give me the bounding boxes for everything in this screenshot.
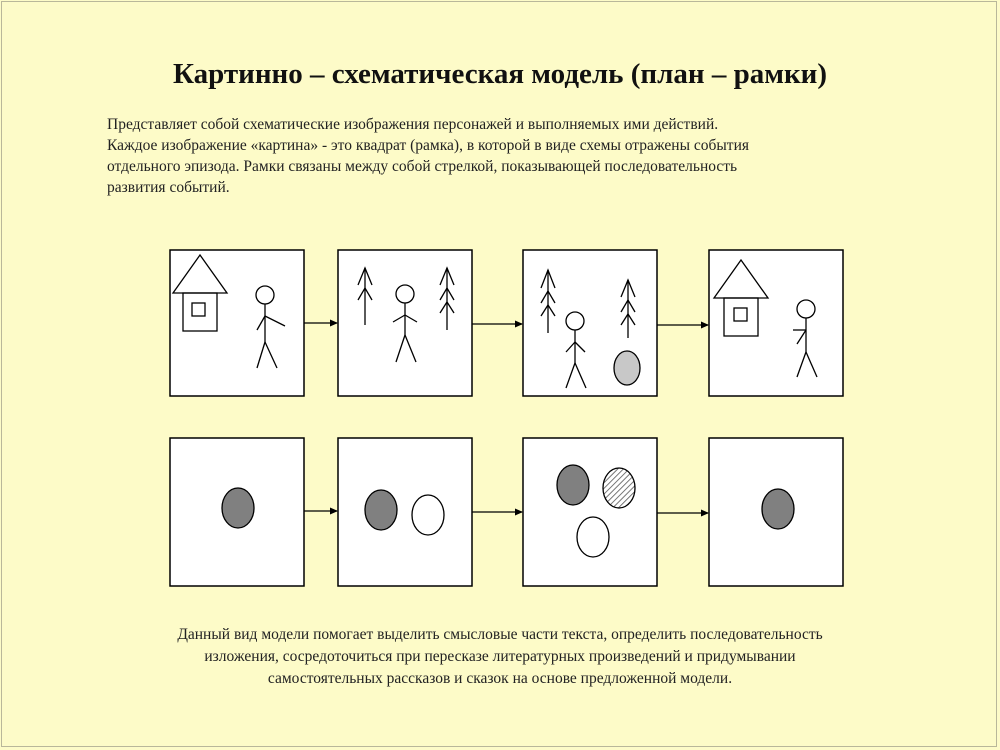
frame-7 [523,438,657,586]
frame-3 [523,250,657,396]
pictures-row [170,250,843,396]
gray-circle-icon [614,351,640,385]
white-circle-icon [412,495,444,535]
hatched-circle-icon [603,468,635,508]
footer-line: изложения, сосредоточиться при пересказе литературных произведений и придумывании [204,648,796,665]
intro-line: отдельного эпизода. Рамки связаны между собой стрелкой, показывающей последовательность [107,158,738,175]
dark-circle-icon [365,490,397,530]
frame-4 [709,250,843,396]
footer-line: самостоятельных рассказов и сказок на основе предложенной модели. [267,670,733,687]
frame-5 [170,438,304,586]
dark-circle-icon [557,465,589,505]
frame-1 [170,250,304,396]
dark-circle-icon [762,489,794,529]
dark-circle-icon [222,488,254,528]
white-circle-icon [577,517,609,557]
intro-line: развития событий. [107,179,230,196]
footer-paragraph [80,624,920,690]
circles-row [170,438,843,586]
frame-2 [338,250,472,396]
intro-line: Представляет собой схематические изображения персонажей и выполняемых ими действий. [107,116,719,133]
footer-line: Данный вид модели помогает выделить смысловые части текста, определить последовательность [177,626,823,643]
frame-8 [709,438,843,586]
intro-line: Каждое изображение «картина» - это квадрат (рамка), в которой в виде схемы отражены события [107,137,749,154]
frame-6 [338,438,472,586]
slide-title: Картинно – схематическая модель (план – рамки) [172,58,828,90]
